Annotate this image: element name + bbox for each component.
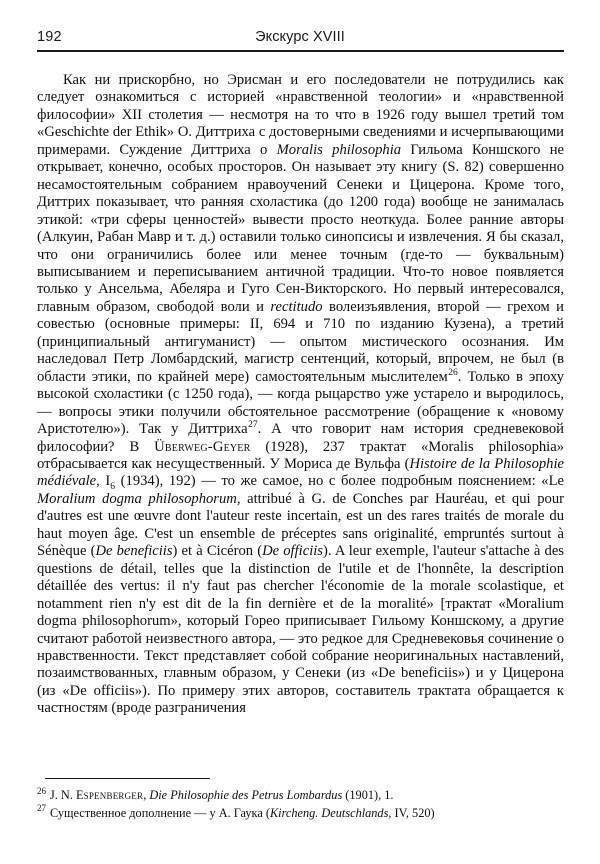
text-segment: Гильома Коншского не открывает, конечно, особых просторов. Он называет эту книгу (S. 82) совершенно несамостоятельным собранием нравоучений Сенеки и Цицерона. Кроме того, Диттрих показывает, что ранняя схоластика (до 1200 года) вообще не занималась этикой: «три сферы ценностей» вывести просто неоткуда. Более ранние авторы (Алкуин, Рабан Мавр и т. д.) оставили только синопсисы и извлечения. Я бы сказал, что они ограничились более или менее точным (где-то — буквальным) выписыванием и переписыванием античной традиции. Что-то новое появляется только у Ансельма, Абеляра и Гуго Сен-Викторского. Но первый интересовался, главным образом, свободой воли и xyxy=(37,141,564,315)
text-segment: ) et à Cicéron ( xyxy=(172,543,263,560)
footnote-reference-27[interactable]: 27 xyxy=(248,420,258,431)
text-segment: J. N. xyxy=(50,788,76,802)
text-segment: (1934), 192) — то же самое, но с более подробным пояснением: «Le xyxy=(115,473,564,490)
footnote-reference-26[interactable]: 26 xyxy=(448,367,458,378)
body-text xyxy=(37,72,564,718)
text-segment: , IV, 520) xyxy=(388,805,435,820)
italic-title-moralis-philosophia: Moralis philosophia xyxy=(276,141,402,158)
text-segment: (1901), 1. xyxy=(342,788,394,802)
footnote-27 xyxy=(37,805,564,823)
footnote-number: 26 xyxy=(37,785,46,796)
footnote-number: 27 xyxy=(37,803,46,814)
italic-title-de-beneficiis: De beneficiis xyxy=(95,543,173,560)
text-segment: , xyxy=(143,788,150,802)
italic-title-histoire: Histoire de la Philosophie médiévale xyxy=(37,455,564,490)
text-segment: , I xyxy=(96,473,111,490)
paragraph-1 xyxy=(37,72,564,718)
text-segment: (1928), 237 трактат «Moralis philosophia» отбрасывается как несущественный. У Мориса де Вульфа ( xyxy=(37,438,565,472)
text-segment: ). A leur exemple, l'auteur s'attache à des questions de détail, telles que la distinction de l'utile et de l'honnête, la description détaillée des vertus: il n'y faut pas chercher l'économie de la morale scolastique, et notamment rien n'y est dit de la fin dernière et de la moralité» [трактат «Moralium dogma philosophorum», который Горео приписывает Гильому Коншскому, а другие считают работой неизвестного автора, — это редкое для Средневековья сочинение о нравственности. Текст представляет собой собрание неоригинальных наставлений, позаимствованных, главным образом, у Сенеки (из «De beneficiis») и у Цицерона (из «De officiis»). По примеру этих авторов, составитель трактата обращается к частностям (вроде разграничения xyxy=(37,543,564,717)
text-segment: Как ни прискорбно, но Эрисман и его последователи не потрудились как следует ознакомиться с историей «нравственной теологии» и «нравственной философии» XII столетия — несмотря на то что в 1926 году вышел третий том «Geschichte der Ethik» О. Диттриха с достоверными сведениями и исчерпывающими примерами. Суждение Диттриха о xyxy=(37,72,564,158)
footnote-list xyxy=(37,787,564,822)
italic-title-moralium-dogma: Moralium dogma philosophorum xyxy=(37,490,237,507)
text-segment: . А что говорит нам история средневековой философии? В xyxy=(37,421,564,455)
text-segment: Существенное дополнение — у А. Гаука ( xyxy=(50,805,270,820)
italic-title-kircheng-deutschlands: Kircheng. Deutschlands xyxy=(269,805,389,820)
smallcaps-espenberger: Espenberger xyxy=(75,788,144,802)
footnote-26 xyxy=(37,787,564,805)
text-segment: , attribué à G. de Conches par Hauréau, et qui pour d'autres est une œuvre dont l'auteur reste incertain, est un des rares traités de morale du haut moyen âge. C'est un ensemble de préceptes sans originalité, empruntés surtout à Sénèque ( xyxy=(37,490,564,560)
page-number: 192 xyxy=(37,29,62,45)
italic-title-de-officiis: De officiis xyxy=(262,543,323,560)
footnote-divider xyxy=(45,778,210,779)
italic-term-rectitudo: rectitudo xyxy=(270,298,323,315)
subscript-volume: 6 xyxy=(110,482,116,493)
text-segment: волеизъявления, второй — грехом и совестью (основные примеры: II, 694 и 710 по изданию Кузена), а третий (принципиальный антигуманист) — опытом мистического осознания. Им наследовал Петр Ломбардский, магистр сентенций, который, впрочем, не был (в области этики, по крайней мере) самостоятельным мыслителем xyxy=(37,298,564,385)
running-head-title: Экскурс XVIII xyxy=(255,29,345,45)
header-divider xyxy=(37,50,564,52)
smallcaps-uberweg-geyer: Überweg-Geyer xyxy=(154,438,251,455)
italic-title-petrus-lombardus: Die Philosophie des Petrus Lombardus xyxy=(149,788,343,802)
text-segment: . Только в эпоху высокой схоластики (с 1250 года), — когда рыцарство уже устарело и выродилось, — вопросы этики получили обстоятельное рассмотрение (обращение к «новому Аристотелю»). Так у Диттриха xyxy=(37,368,564,438)
